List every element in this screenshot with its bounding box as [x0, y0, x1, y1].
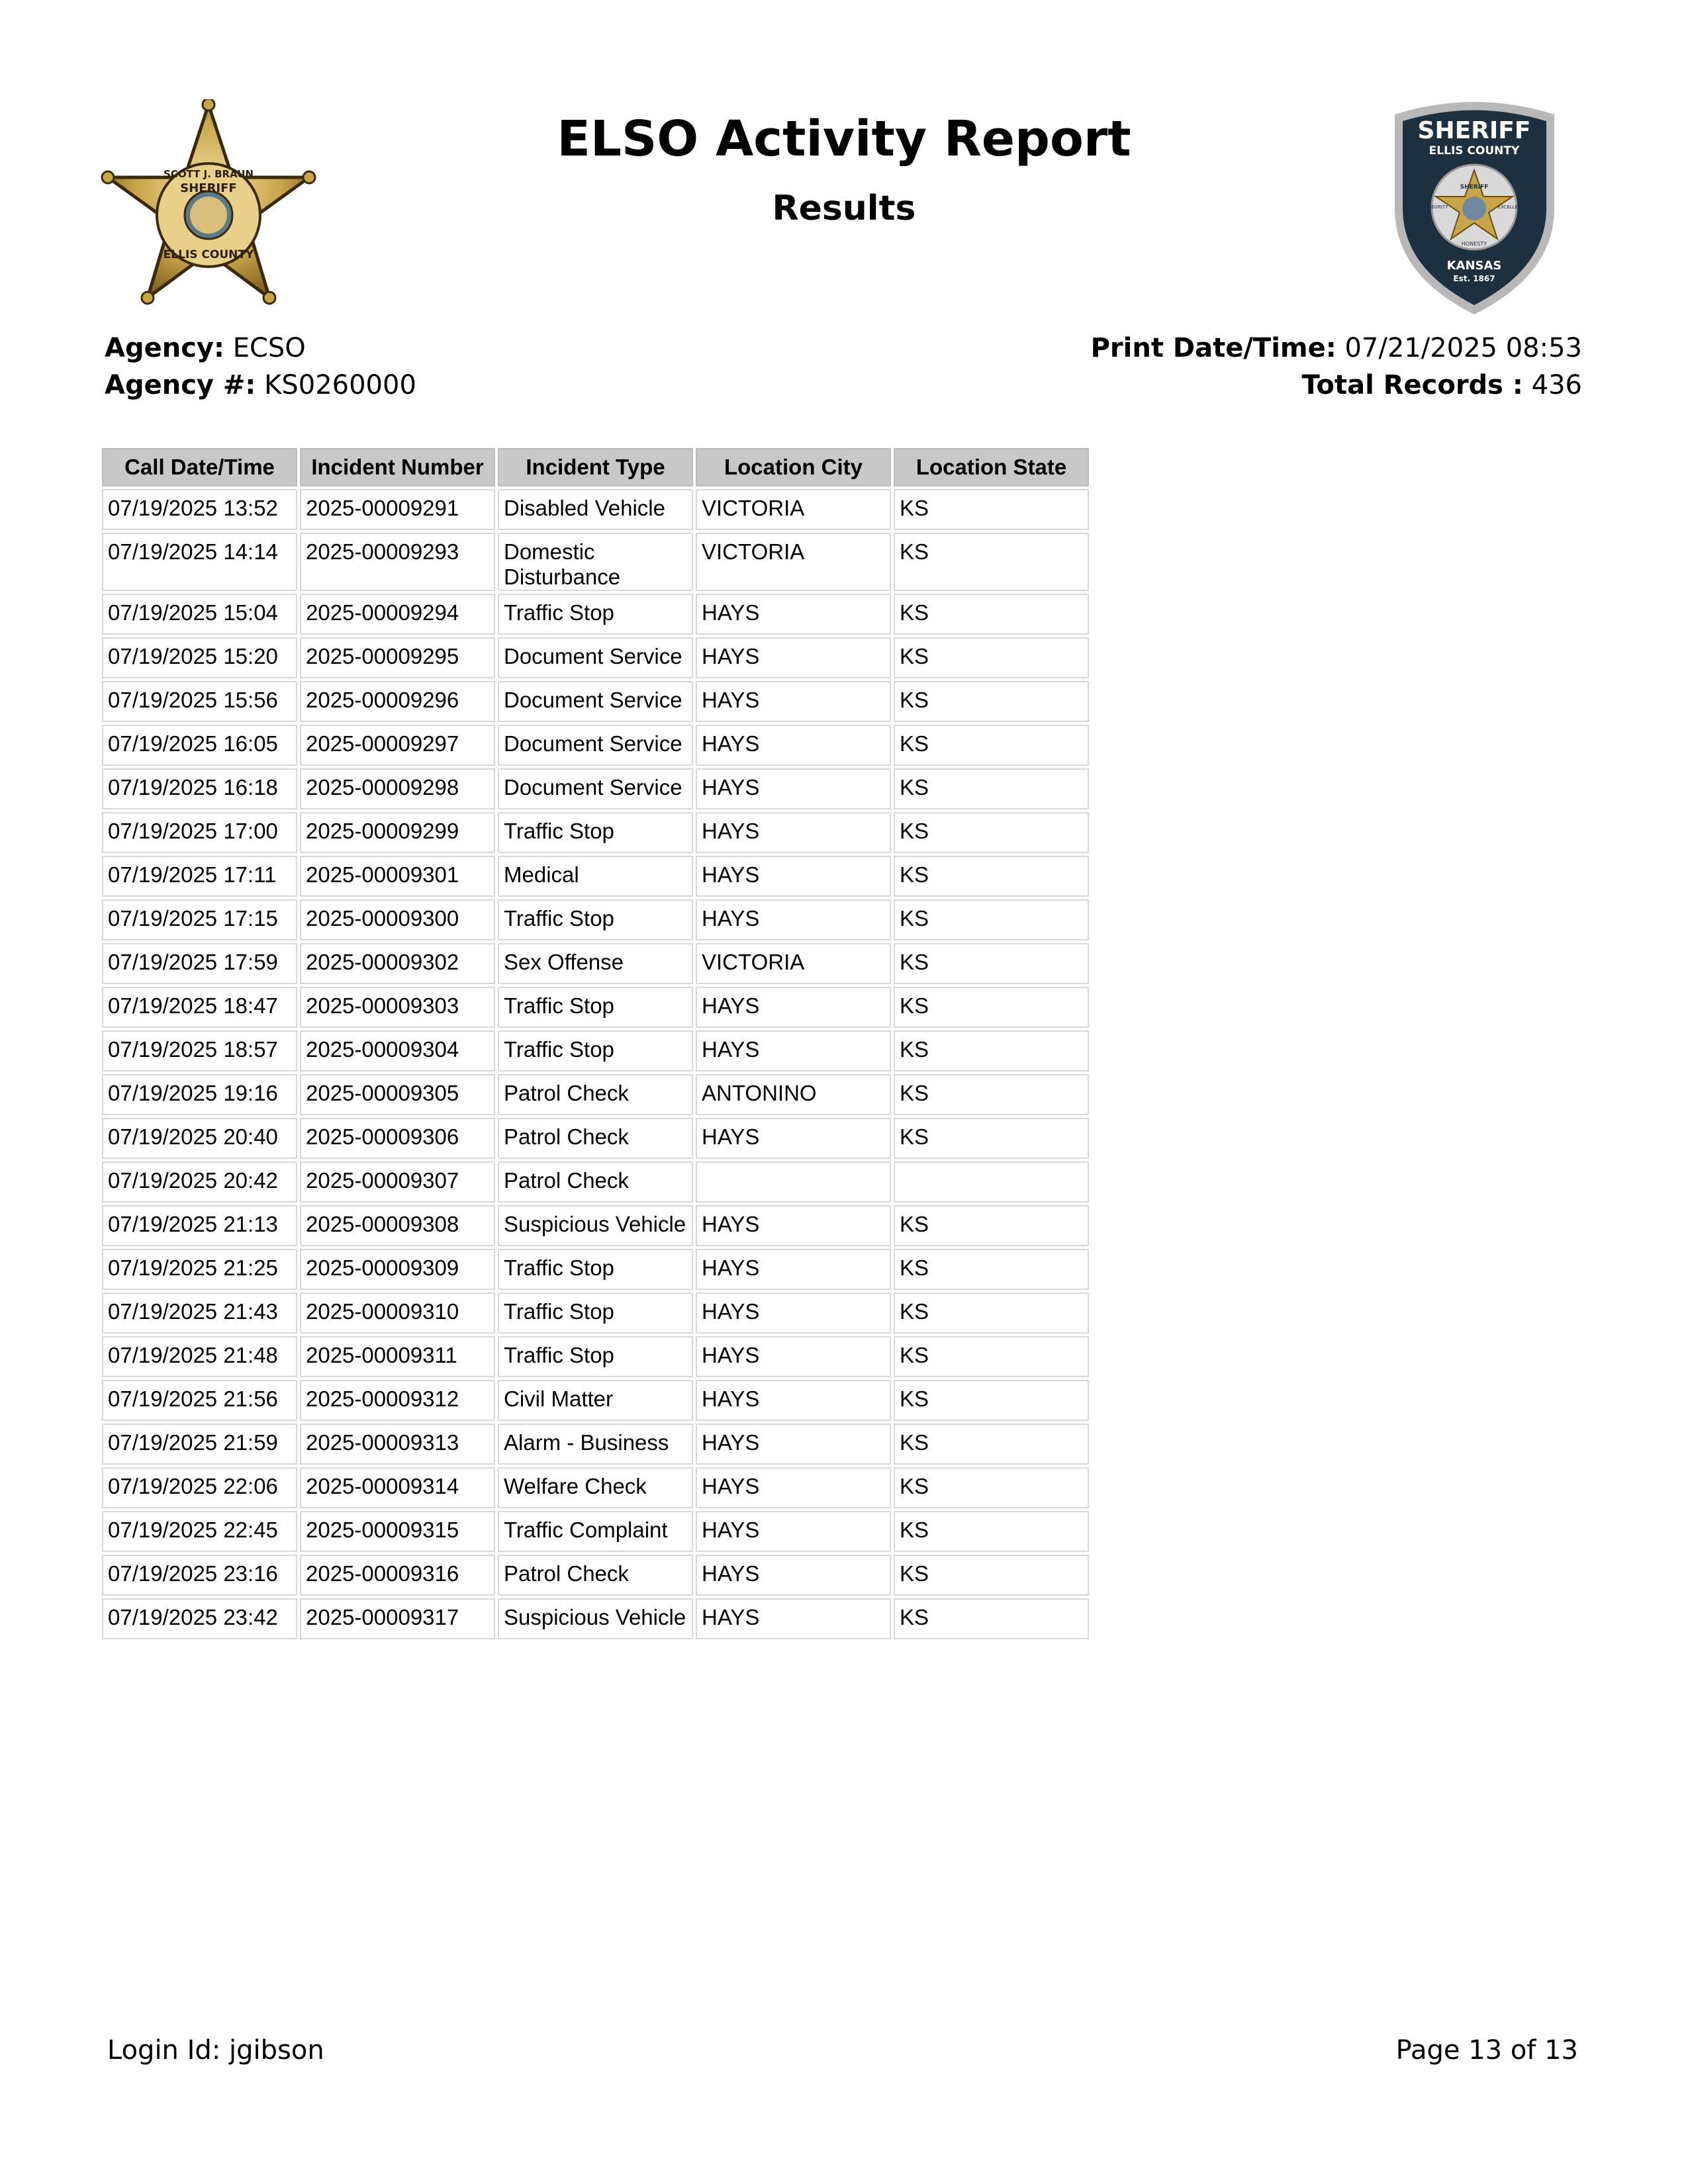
cell-call-datetime: 07/19/2025 21:43	[102, 1293, 297, 1334]
cell-incident-number: 2025-00009310	[300, 1293, 495, 1334]
star-center-text: SHERIFF	[180, 181, 237, 195]
table-header-row	[102, 448, 1089, 486]
table-row	[102, 1249, 1089, 1290]
cell-incident-number: 2025-00009317	[300, 1598, 495, 1639]
cell-incident-number: 2025-00009313	[300, 1424, 495, 1465]
star-bottom-text: ELLIS COUNTY	[163, 248, 254, 261]
cell-location-state: KS	[894, 1074, 1089, 1115]
cell-incident-number: 2025-00009304	[300, 1030, 495, 1071]
cell-location-state: KS	[894, 1249, 1089, 1290]
agency-line	[105, 330, 416, 367]
shield-inner-text: SHERIFF	[1460, 184, 1489, 191]
cell-call-datetime: 07/19/2025 13:52	[102, 489, 297, 530]
cell-location-state: KS	[894, 637, 1089, 678]
cell-incident-type: Suspicious Vehicle	[498, 1598, 693, 1639]
cell-call-datetime: 07/19/2025 18:47	[102, 987, 297, 1028]
agency-number-line	[105, 367, 416, 404]
cell-incident-number: 2025-00009305	[300, 1074, 495, 1115]
cell-call-datetime: 07/19/2025 17:00	[102, 812, 297, 853]
cell-location-city: HAYS	[696, 768, 891, 809]
cell-call-datetime: 07/19/2025 22:06	[102, 1467, 297, 1508]
cell-incident-type: Traffic Stop	[498, 812, 693, 853]
cell-incident-type: Traffic Stop	[498, 1293, 693, 1334]
shield-top-text: SHERIFF	[1417, 117, 1531, 144]
cell-location-state: KS	[894, 812, 1089, 853]
cell-incident-type: Disabled Vehicle	[498, 489, 693, 530]
table-row	[102, 1424, 1089, 1465]
cell-incident-type: Traffic Stop	[498, 987, 693, 1028]
cell-call-datetime: 07/19/2025 16:18	[102, 768, 297, 809]
cell-incident-type: Document Service	[498, 637, 693, 678]
cell-location-city: HAYS	[696, 1030, 891, 1071]
table-body	[102, 489, 1089, 1639]
cell-location-state: KS	[894, 768, 1089, 809]
cell-incident-type: Traffic Stop	[498, 1030, 693, 1071]
table-row	[102, 1467, 1089, 1508]
table-row	[102, 943, 1089, 984]
cell-incident-type: Document Service	[498, 725, 693, 766]
cell-incident-number: 2025-00009291	[300, 489, 495, 530]
cell-location-city: HAYS	[696, 1511, 891, 1552]
cell-location-state: KS	[894, 533, 1089, 591]
cell-incident-type: Suspicious Vehicle	[498, 1205, 693, 1246]
cell-location-city: VICTORIA	[696, 533, 891, 591]
cell-location-state: KS	[894, 1205, 1089, 1246]
print-date-label: Print Date/Time:	[1090, 333, 1336, 363]
table-row	[102, 1511, 1089, 1552]
cell-incident-number: 2025-00009298	[300, 768, 495, 809]
cell-incident-number: 2025-00009309	[300, 1249, 495, 1290]
cell-location-city: HAYS	[696, 856, 891, 897]
cell-location-city: HAYS	[696, 1118, 891, 1159]
cell-incident-number: 2025-00009315	[300, 1511, 495, 1552]
cell-incident-number: 2025-00009295	[300, 637, 495, 678]
login-id: Login Id: jgibson	[107, 2035, 324, 2066]
table-row	[102, 725, 1089, 766]
shield-county-text: ELLIS COUNTY	[1429, 144, 1520, 158]
cell-location-state: KS	[894, 1030, 1089, 1071]
cell-location-state: KS	[894, 899, 1089, 940]
cell-call-datetime: 07/19/2025 15:20	[102, 637, 297, 678]
column-header-location-state: Location State	[894, 448, 1089, 486]
cell-call-datetime: 07/19/2025 16:05	[102, 725, 297, 766]
cell-location-state: KS	[894, 1424, 1089, 1465]
cell-call-datetime: 07/19/2025 21:56	[102, 1380, 297, 1421]
cell-incident-type: Sex Offense	[498, 943, 693, 984]
cell-location-city: HAYS	[696, 594, 891, 635]
cell-call-datetime: 07/19/2025 20:42	[102, 1161, 297, 1203]
table-row	[102, 856, 1089, 897]
cell-location-city: HAYS	[696, 725, 891, 766]
table-row	[102, 812, 1089, 853]
results-table	[99, 445, 1092, 1642]
cell-location-state: KS	[894, 594, 1089, 635]
cell-incident-type: Traffic Stop	[498, 1249, 693, 1290]
cell-incident-number: 2025-00009303	[300, 987, 495, 1028]
cell-location-city: HAYS	[696, 1598, 891, 1639]
total-records-line	[1091, 367, 1582, 404]
cell-call-datetime: 07/19/2025 22:45	[102, 1511, 297, 1552]
cell-incident-number: 2025-00009296	[300, 681, 495, 722]
sheriff-shield-badge-logo	[1387, 96, 1562, 318]
table-row	[102, 1555, 1089, 1596]
cell-incident-number: 2025-00009316	[300, 1555, 495, 1596]
cell-location-state: KS	[894, 1598, 1089, 1639]
cell-location-city: HAYS	[696, 1424, 891, 1465]
cell-call-datetime: 07/19/2025 18:57	[102, 1030, 297, 1071]
cell-call-datetime: 07/19/2025 15:56	[102, 681, 297, 722]
column-header-location-city: Location City	[696, 448, 891, 486]
cell-call-datetime: 07/19/2025 17:15	[102, 899, 297, 940]
cell-incident-type: Patrol Check	[498, 1118, 693, 1159]
cell-incident-number: 2025-00009308	[300, 1205, 495, 1246]
cell-call-datetime: 07/19/2025 23:42	[102, 1598, 297, 1639]
shield-est-text: Est. 1867	[1453, 274, 1495, 283]
cell-location-city: HAYS	[696, 1380, 891, 1421]
cell-incident-number: 2025-00009314	[300, 1467, 495, 1508]
print-date-line	[1091, 330, 1582, 367]
cell-incident-type: Welfare Check	[498, 1467, 693, 1508]
cell-incident-number: 2025-00009311	[300, 1336, 495, 1377]
table-row	[102, 1074, 1089, 1115]
cell-call-datetime: 07/19/2025 14:14	[102, 533, 297, 591]
report-title: ELSO Activity Report	[557, 111, 1131, 167]
cell-location-state: KS	[894, 1511, 1089, 1552]
cell-location-city: HAYS	[696, 1249, 891, 1290]
cell-incident-number: 2025-00009301	[300, 856, 495, 897]
shield-left-text: INTEGRITY	[1423, 205, 1448, 210]
cell-location-state	[894, 1161, 1089, 1203]
cell-location-state: KS	[894, 1293, 1089, 1334]
cell-location-city: HAYS	[696, 681, 891, 722]
cell-location-city: HAYS	[696, 812, 891, 853]
page-number: Page 13 of 13	[1395, 2035, 1578, 2066]
table-row	[102, 489, 1089, 530]
cell-location-city	[696, 1161, 891, 1203]
cell-incident-type: Civil Matter	[498, 1380, 693, 1421]
cell-location-state: KS	[894, 725, 1089, 766]
agency-label: Agency:	[105, 333, 224, 363]
cell-incident-number: 2025-00009297	[300, 725, 495, 766]
cell-call-datetime: 07/19/2025 19:16	[102, 1074, 297, 1115]
cell-location-state: KS	[894, 1118, 1089, 1159]
cell-incident-type: Traffic Complaint	[498, 1511, 693, 1552]
cell-location-state: KS	[894, 856, 1089, 897]
cell-location-city: HAYS	[696, 1336, 891, 1377]
cell-location-city: HAYS	[696, 1293, 891, 1334]
cell-incident-type: Alarm - Business	[498, 1424, 693, 1465]
table-row	[102, 1118, 1089, 1159]
cell-incident-number: 2025-00009299	[300, 812, 495, 853]
cell-incident-type: Domestic Disturbance	[498, 533, 693, 591]
table-row	[102, 1336, 1089, 1377]
cell-incident-number: 2025-00009307	[300, 1161, 495, 1203]
cell-location-state: KS	[894, 1380, 1089, 1421]
agency-value: ECSO	[232, 333, 306, 363]
cell-location-city: HAYS	[696, 987, 891, 1028]
cell-location-state: KS	[894, 489, 1089, 530]
cell-incident-number: 2025-00009306	[300, 1118, 495, 1159]
cell-location-state: KS	[894, 1336, 1089, 1377]
shield-bottom-word: HONESTY	[1461, 241, 1487, 247]
cell-location-city: HAYS	[696, 1467, 891, 1508]
cell-incident-number: 2025-00009293	[300, 533, 495, 591]
column-header-incident-number: Incident Number	[300, 448, 495, 486]
cell-call-datetime: 07/19/2025 23:16	[102, 1555, 297, 1596]
cell-location-state: KS	[894, 1555, 1089, 1596]
cell-incident-type: Document Service	[498, 681, 693, 722]
print-date-value: 07/21/2025 08:53	[1344, 333, 1582, 363]
report-subtitle: Results	[772, 189, 916, 228]
cell-location-city: HAYS	[696, 1205, 891, 1246]
column-header-call-datetime: Call Date/Time	[102, 448, 297, 486]
shield-right-text: EXCELLENCE	[1497, 205, 1528, 210]
table-row	[102, 1598, 1089, 1639]
cell-call-datetime: 07/19/2025 17:59	[102, 943, 297, 984]
cell-location-city: HAYS	[696, 1555, 891, 1596]
cell-incident-number: 2025-00009294	[300, 594, 495, 635]
table-row	[102, 987, 1089, 1028]
agency-info	[105, 330, 416, 404]
sheriff-star-badge-logo	[96, 99, 321, 321]
cell-location-city: ANTONINO	[696, 1074, 891, 1115]
table-row	[102, 594, 1089, 635]
table-row	[102, 533, 1089, 591]
star-ring-text: SCOTT J. BRAUN	[164, 168, 254, 180]
cell-call-datetime: 07/19/2025 21:48	[102, 1336, 297, 1377]
cell-incident-type: Patrol Check	[498, 1074, 693, 1115]
table-row	[102, 899, 1089, 940]
table-row	[102, 1380, 1089, 1421]
total-records-label: Total Records :	[1301, 370, 1523, 400]
cell-incident-type: Patrol Check	[498, 1555, 693, 1596]
cell-incident-number: 2025-00009312	[300, 1380, 495, 1421]
cell-location-city: VICTORIA	[696, 943, 891, 984]
cell-location-city: VICTORIA	[696, 489, 891, 530]
table-row	[102, 768, 1089, 809]
agency-number-value: KS0260000	[264, 370, 416, 400]
cell-incident-type: Medical	[498, 856, 693, 897]
table-row	[102, 637, 1089, 678]
cell-location-state: KS	[894, 987, 1089, 1028]
cell-location-state: KS	[894, 943, 1089, 984]
table-row	[102, 1161, 1089, 1203]
table-row	[102, 1205, 1089, 1246]
cell-incident-type: Traffic Stop	[498, 1336, 693, 1377]
cell-incident-number: 2025-00009300	[300, 899, 495, 940]
cell-call-datetime: 07/19/2025 21:13	[102, 1205, 297, 1246]
cell-incident-type: Patrol Check	[498, 1161, 693, 1203]
total-records-value: 436	[1531, 370, 1582, 400]
cell-incident-type: Traffic Stop	[498, 899, 693, 940]
cell-call-datetime: 07/19/2025 20:40	[102, 1118, 297, 1159]
cell-call-datetime: 07/19/2025 17:11	[102, 856, 297, 897]
cell-location-city: HAYS	[696, 637, 891, 678]
table-row	[102, 681, 1089, 722]
table-row	[102, 1293, 1089, 1334]
cell-call-datetime: 07/19/2025 15:04	[102, 594, 297, 635]
column-header-incident-type: Incident Type	[498, 448, 693, 486]
cell-location-state: KS	[894, 681, 1089, 722]
cell-incident-type: Document Service	[498, 768, 693, 809]
shield-state-text: KANSAS	[1446, 259, 1502, 273]
cell-call-datetime: 07/19/2025 21:25	[102, 1249, 297, 1290]
table-row	[102, 1030, 1089, 1071]
cell-incident-type: Traffic Stop	[498, 594, 693, 635]
agency-number-label: Agency #:	[105, 370, 256, 400]
cell-incident-number: 2025-00009302	[300, 943, 495, 984]
print-info	[1091, 330, 1582, 404]
cell-call-datetime: 07/19/2025 21:59	[102, 1424, 297, 1465]
results-table-container	[99, 445, 1092, 1642]
cell-location-city: HAYS	[696, 899, 891, 940]
cell-location-state: KS	[894, 1467, 1089, 1508]
